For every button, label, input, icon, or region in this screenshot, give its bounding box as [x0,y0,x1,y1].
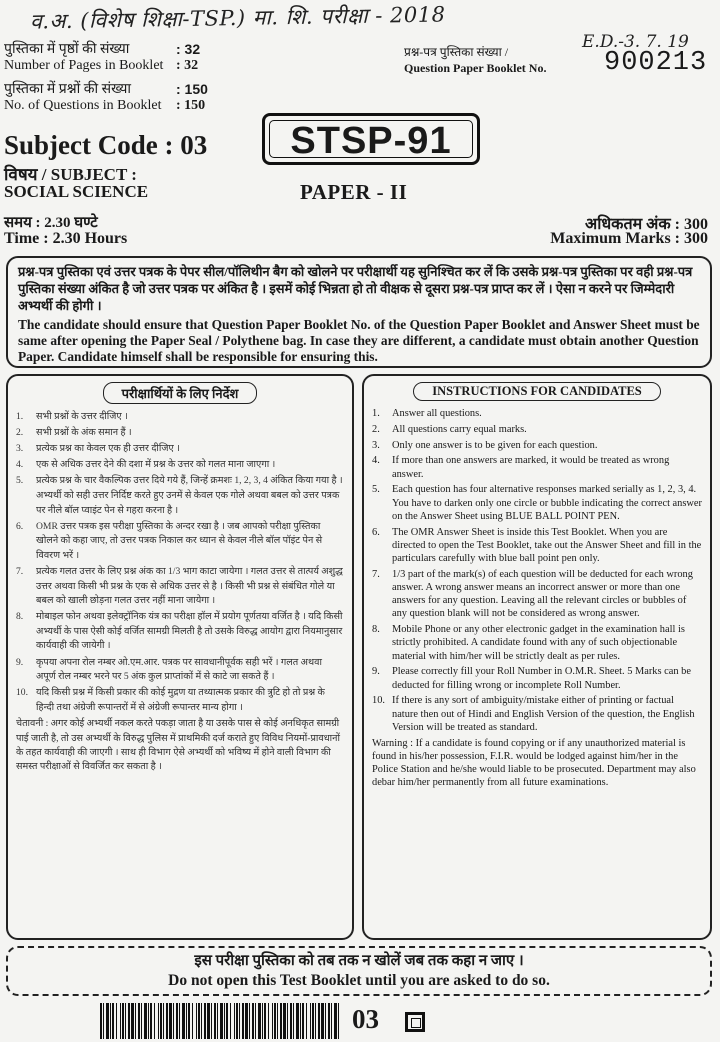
notice-hi: प्रश्न-पत्र पुस्तिका एवं उत्तर पत्रक के पेपर सील/पॉलिथीन बैग को खोलने पर परीक्षार्थी यह सुनिश्चित कर लें कि उसके प्रश्न-पत्र पुस्तिका पर वही प्रश्न-पत्र पुस्तिका संख्या अंकित है जो उत्तर पत्रक पर अंकित है । इसमें कोई भिन्नता हो तो वीक्षक से दूसरा प्रश्न-पत्र प्राप्त कर लें । ऐसा न करने पर जिम्मेदारी अभ्यर्थी की होगी । [18,264,693,313]
barcode-bar [148,1003,149,1039]
barcode-bar [116,1003,117,1039]
paper-code-box [262,113,480,165]
pages-value: : 32 [176,58,199,73]
barcode-bar [331,1003,332,1039]
barcode-bar [302,1003,304,1039]
instruction-number: 7. [372,568,380,580]
barcode-bar [277,1003,278,1039]
pages-value-hi: : 32 [176,41,201,57]
questions-count-block [4,82,205,114]
barcode-bar [160,1003,162,1039]
instruction-text: If there is any sort of ambiguity/mistake either of printing or factual nature then out of Hindi and English Version of the question, the English Version will be treated as standard. [392,695,695,733]
booklet-check-notice [6,256,712,368]
barcode-bar [296,1003,299,1039]
barcode-bar [122,1003,124,1039]
barcode-bar [135,1003,136,1039]
max-marks-hi: अधिकतम अंक : 300 [584,216,708,233]
pages-count-block [4,41,201,74]
booklet-number-label [404,44,546,76]
barcode-bar [315,1003,316,1039]
barcode-bar [214,1003,216,1039]
notice-en: The candidate should ensure that Question Paper Booklet No. of the Question Paper Booklet and Answer Sheet must be same after opening the Paper Seal / Polythene bag. In case they are different, a candidate must obtain another Question Paper. Candidate himself shall be responsible for ensuring this. [18,317,700,364]
do-not-open-en: Do not open this Test Booklet until you are asked to do so. [168,972,550,989]
barcode-bar [242,1003,244,1039]
barcode-bar [166,1003,168,1039]
barcode-bar [252,1003,254,1039]
barcode-bar [338,1003,339,1039]
instruction-text: Only one answer is to be given for each question. [392,439,598,451]
barcode-bar [321,1003,324,1039]
instruction-item-en [372,407,702,420]
instructions-panel-en [362,374,712,940]
instruction-item-en [372,423,702,436]
questions-value-hi: : 150 [176,81,208,97]
instruction-text: सभी प्रश्नों के अंक समान हैं । [36,427,132,439]
questions-value: : 150 [176,98,206,113]
barcode-bar [300,1003,301,1039]
barcode-bar [169,1003,172,1039]
instructions-title-hi: परीक्षार्थियों के लिए निर्देश [103,382,258,404]
barcode-bar [211,1003,212,1039]
instruction-text: 1/3 part of the mark(s) of each question will be deducted for each wrong answer. A wrong answer means an incorrect answer or more than one answers for any question. Leaving all the relevant circles or bubbles of any question blank will not be considered as wrong answer. [392,568,693,620]
barcode-bar [230,1003,231,1039]
instructions-list-en [372,407,702,734]
barcode-bar [334,1003,337,1039]
barcode-bar [325,1003,326,1039]
instruction-item-en [372,526,702,566]
instruction-number: 1. [16,411,24,422]
instruction-number: 4. [16,459,24,471]
max-marks-en: Maximum Marks : 300 [550,230,708,247]
barcode-bar [150,1003,152,1039]
instruction-text: Each question has four alternative responses marked serially as 1, 2, 3, 4. You have to darken only one circle or bubble indicating the correct answer on the Answer Sheet using BLUE BALL POINT PEN. [392,484,702,522]
instruction-text: OMR उत्तर पत्रक इस परीक्षा पुस्तिका के अन्दर रखा है । जब आपको परीक्षा पुस्तिका खोलने को कहा जाए, तो उत्तर पत्रक निकाल कर ध्यान से केवल नीले बॉल पॉइंट पेन से विवरण भरें । [36,520,323,561]
instruction-text: प्रत्येक प्रश्न के चार वैकल्पिक उत्तर दिये गये हैं, जिन्हें क्रमशः 1, 2, 3, 4 अंकित किया गया है । अभ्यर्थी को सही उत्तर निर्दिष्ट करते हुए उनमें से केवल एक गोले अथवा बबल को उत्तर पत्रक पर नीले बॉल प्वाइंट पेन से गहरा करना है । [36,475,343,516]
subject-code: Subject Code : 03 [4,130,208,160]
questions-label-en: No. of Questions in Booklet [4,98,162,113]
handwritten-date: E.D.-3. 7. 19 [582,32,689,52]
instruction-number: 9. [372,666,380,678]
instruction-number: 10. [372,695,385,707]
barcode-bar [192,1003,193,1039]
subject-name: SOCIAL SCIENCE [4,182,149,201]
instruction-item-en [372,454,702,480]
time-en: Time : 2.30 Hours [4,230,128,247]
barcode-bar [258,1003,261,1039]
instructions-list-hi [16,410,344,715]
barcode-icon [100,1003,342,1039]
instruction-item-hi [16,426,344,441]
barcode-bar [188,1003,190,1039]
instruction-text: मोबाइल फोन अथवा इलेक्ट्रॉनिक यंत्र का परीक्षा हॉल में प्रयोग पूर्णतया वर्जित है । यदि किसी अभ्यर्थी के पास ऐसी कोई वर्जित सामग्री मिलती है तो उसके विरुद्ध आयोग द्वारा नियमानुसार कार्यवाही की जायेगी । [36,611,343,652]
instruction-number: 5. [16,475,24,487]
barcode-bar [154,1003,155,1039]
paper-title: PAPER - II [300,180,408,204]
instruction-number: 8. [372,624,380,636]
barcode-bar [138,1003,140,1039]
instruction-text: यदि किसी प्रश्न में किसी प्रकार की कोई मुद्रण या तथ्यात्मक प्रकार की त्रुटि हो तो प्रश्न के हिन्दी तथा अंग्रेजी रूपान्तरों में से अंग्रेजी रूपान्तर मान्य होगा । [36,687,325,713]
barcode-bar [110,1003,111,1039]
questions-label-hi: पुस्तिका में प्रश्नों की संख्या [4,82,132,97]
barcode-bar [236,1003,238,1039]
subject-label: विषय / SUBJECT : [4,165,137,184]
barcode-bar [125,1003,126,1039]
instruction-text: कृपया अपना रोल नम्बर ओ.एम.आर. पत्रक पर सावधानीपूर्वक सही भरें । गलत अथवा अपूर्ण रोल नम्बर भरने पर 5 अंक कुल प्राप्तांकों में से काटे जा सकते हैं । [36,656,322,683]
barcode-bar [100,1003,102,1039]
instruction-number: 4. [372,455,380,467]
barcode-bar [103,1003,104,1039]
instruction-item-hi [16,610,344,654]
pages-label-en: Number of Pages in Booklet [4,58,164,73]
square-box-icon [405,1012,425,1032]
instruction-number: 5. [372,484,380,496]
instruction-number: 6. [372,526,380,538]
barcode-bar [204,1003,206,1039]
instruction-number: 2. [372,423,380,435]
instruction-item-en [372,694,702,734]
instruction-item-hi [16,656,344,685]
do-not-open-hi: इस परीक्षा पुस्तिका को तब तक न खोलें जब तक कहा न जाए । [194,953,524,969]
instructions-title-en: INSTRUCTIONS FOR CANDIDATES [413,382,661,401]
booklet-number-label-hi: प्रश्न-पत्र पुस्तिका संख्या / [404,45,509,59]
instruction-item-hi [16,410,344,425]
barcode-bar [283,1003,286,1039]
instruction-number: 8. [16,611,24,623]
paper-code: STSP-91 [290,120,452,162]
instruction-number: 9. [16,656,24,668]
instruction-text: Mobile Phone or any other electronic gadget in the examination hall is strictly prohibited. A candidate found with any of such objectionable material with him/her will be strictly dealt as per rules. [392,624,685,662]
barcode-bar [239,1003,240,1039]
barcode-bar [128,1003,130,1039]
barcode-bar [245,1003,248,1039]
barcode-bar [196,1003,197,1039]
barcode-bar [201,1003,202,1039]
instruction-text: All questions carry equal marks. [392,423,527,435]
barcode-bar [207,1003,210,1039]
instruction-item-en [372,439,702,452]
instruction-item-en [372,483,702,523]
barcode-bar [217,1003,218,1039]
warning-hi: चेतावनी : अगर कोई अभ्यर्थी नकल करते पकड़ा जाता है या उसके पास से कोई अनधिकृत सामग्री पाई जाती है, तो उस अभ्यर्थी के विरुद्ध पुलिस में प्राथमिकी दर्ज कराते हुए विविध नियमों-प्रावधानों के तहत कार्यवाही की जाएगी । साथ ही विभाग ऐसे अभ्यर्थी को भविष्य में होने वाली विभाग की समस्त परीक्षाओं से विवर्जित कर सकता है । [16,718,340,772]
barcode-bar [141,1003,142,1039]
instruction-item-hi [16,442,344,457]
barcode-bar [179,1003,180,1039]
barcode-bar [182,1003,185,1039]
instruction-text: If more than one answers are marked, it would be treated as wrong answer. [392,455,670,480]
instruction-number: 10. [16,687,28,699]
instruction-text: Answer all questions. [392,408,482,419]
do-not-open-notice [6,946,712,996]
barcode-bar [186,1003,187,1039]
instruction-item-en [372,623,702,663]
barcode-bar [287,1003,288,1039]
pages-label-hi: पुस्तिका में पृष्ठों की संख्या [4,42,130,57]
instruction-text: सभी प्रश्नों के उत्तर दीजिए । [36,411,128,422]
barcode-bar [272,1003,273,1039]
barcode-bar [163,1003,164,1039]
instruction-number: 2. [16,427,24,439]
footer-subject-code: 03 [352,1004,379,1034]
barcode-bar [293,1003,294,1039]
barcode-bar [173,1003,174,1039]
barcode-bar [280,1003,282,1039]
instruction-item-hi [16,474,344,518]
barcode-bar [249,1003,250,1039]
booklet-number: 900213 [604,48,708,78]
instruction-item-en [372,665,702,691]
barcode-bar [264,1003,266,1039]
handwritten-title: व.अ. (विशेष शिक्षा-TSP.) मा. शि. परीक्षा - 2018 [29,2,446,34]
barcode-bar [318,1003,320,1039]
instruction-text: प्रत्येक गलत उत्तर के लिए प्रश्न अंक का 1/3 भाग काटा जायेगा । गलत उत्तर से तात्पर्य अशुद्ध उत्तर अथवा किसी भी प्रश्न के एक से अधिक उत्तर से है । किसी भी प्रश्न से संबंधित गोले या बबल को खाली छोड़ना गलत उत्तर नहीं माना जायेगा । [36,565,343,607]
booklet-number-label-en: Question Paper Booklet No. [404,61,547,75]
warning-en: Warning : If a candidate is found copying or if any unauthorized material is found in his/her possession, F.I.R. would be lodged against him/her in the Police Station and he/she would liable to be prosecuted. Department may also debar him/her permanently from all future examinations. [372,737,696,789]
barcode-bar [120,1003,121,1039]
instruction-item-hi [16,520,344,564]
instructions-panel-hi [6,374,354,940]
barcode-bar [176,1003,178,1039]
instruction-item-hi [16,686,344,715]
barcode-bar [131,1003,134,1039]
barcode-bar [268,1003,269,1039]
barcode-bar [290,1003,292,1039]
barcode-bar [274,1003,276,1039]
barcode-bar [262,1003,263,1039]
barcode-bar [220,1003,223,1039]
barcode-bar [234,1003,235,1039]
barcode-bar [312,1003,314,1039]
instruction-number: 3. [372,439,380,451]
instruction-text: Please correctly fill your Roll Number in O.M.R. Sheet. 5 Marks can be deducted for filling wrong or incomplete Roll Number. [392,666,691,691]
barcode-bar [224,1003,225,1039]
barcode-bar [112,1003,114,1039]
instruction-text: प्रत्येक प्रश्न का केवल एक ही उत्तर दीजिए । [36,443,180,455]
barcode-bar [226,1003,228,1039]
instruction-item-hi [16,565,344,609]
time-hi: समय : 2.30 घण्टे [4,215,98,231]
barcode-bar [144,1003,147,1039]
instruction-item-hi [16,458,344,473]
instruction-number: 6. [16,520,24,532]
barcode-bar [106,1003,109,1039]
barcode-bar [255,1003,256,1039]
instruction-number: 7. [16,565,24,577]
instruction-item-en [372,568,702,621]
instruction-text: The OMR Answer Sheet is inside this Test Booklet. When you are directed to open the Test Booklet, take out the Answer Sheet and fill in the particulars carefully with blue ball point pen only. [392,526,702,564]
barcode-bar [310,1003,311,1039]
instruction-text: एक से अधिक उत्तर देने की दशा में प्रश्न के उत्तर को गलत माना जाएगा । [36,459,276,471]
barcode-bar [328,1003,330,1039]
barcode-bar [198,1003,200,1039]
barcode-bar [158,1003,159,1039]
instruction-number: 3. [16,443,24,455]
barcode-bar [306,1003,307,1039]
instruction-number: 1. [372,408,380,419]
